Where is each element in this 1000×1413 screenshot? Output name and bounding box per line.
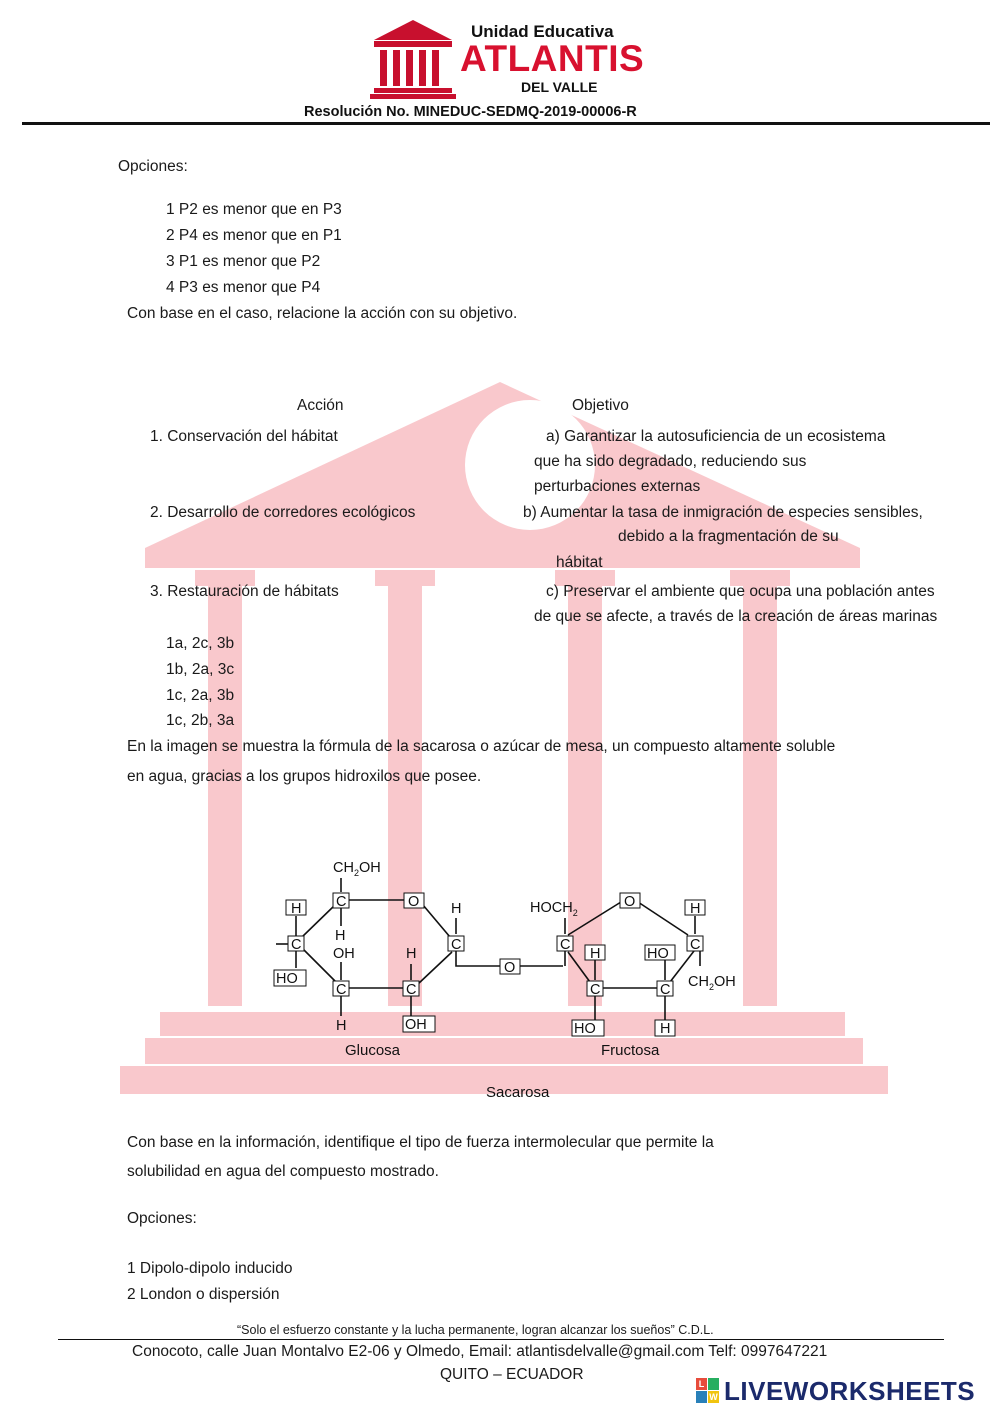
svg-text:C: C <box>590 982 601 998</box>
svg-text:H: H <box>336 1018 347 1034</box>
svg-text:OH: OH <box>405 1017 427 1033</box>
q2-answer-option[interactable]: 1a, 2c, 3b <box>166 635 235 652</box>
footer-rule <box>58 1339 944 1340</box>
q2-objective-line: c) Preservar el ambiente que ocupa una población antes <box>546 583 935 600</box>
liveworksheets-brand: LIVEWORKSHEETS <box>724 1376 976 1406</box>
q2-objective-line: que ha sido degradado, reduciendo sus <box>534 453 807 470</box>
fructose-label: Fructosa <box>601 1042 660 1059</box>
svg-text:C: C <box>660 982 671 998</box>
footer-quote: “Solo el esfuerzo constante y la lucha permanente, logran alcanzar los sueños” C.D.L. <box>237 1323 714 1337</box>
svg-text:H: H <box>291 901 302 917</box>
q1-option[interactable]: 2 P4 es menor que en P1 <box>166 227 342 244</box>
liveworksheets-logo-icon: L W <box>696 1378 720 1404</box>
q2-action: 3. Restauración de hábitats <box>150 583 339 600</box>
q2-objective-line: debido a la fragmentación de su <box>618 528 839 545</box>
q1-option[interactable]: 1 P2 es menor que en P3 <box>166 201 342 218</box>
svg-text:CH2OH: $CH_2OH$ <box>333 860 381 878</box>
svg-text:C: C <box>451 937 462 953</box>
q2-answer-option[interactable]: 1c, 2b, 3a <box>166 712 235 729</box>
q3-option[interactable]: 1 Dipolo-dipolo inducido <box>127 1260 293 1277</box>
q2-answer-option[interactable]: 1c, 2a, 3b <box>166 687 235 704</box>
school-name-line1: Unidad Educativa <box>471 22 614 41</box>
q2-objective-line: hábitat <box>556 554 603 571</box>
svg-text:H: H <box>660 1021 671 1037</box>
svg-text:HO: HO <box>574 1021 596 1037</box>
school-name-brand: ATLANTIS <box>460 38 645 79</box>
svg-text:OH: OH <box>333 946 355 962</box>
q3-options-label: Opciones: <box>127 1210 197 1227</box>
svg-text:C: C <box>406 982 417 998</box>
svg-text:H: H <box>406 946 417 962</box>
q2-action: 2. Desarrollo de corredores ecológicos <box>150 504 416 521</box>
svg-text:CH2OH: $CH_2OH$ <box>688 974 736 992</box>
svg-text:HOCH2: $HOCH_2$ <box>530 900 578 918</box>
svg-text:C: C <box>336 982 347 998</box>
q3-prompt-line: solubilidad en agua del compuesto mostrado. <box>127 1163 439 1180</box>
q2-objective-line: de que se afecte, a través de la creación de áreas marinas <box>534 608 938 625</box>
glucose-label: Glucosa <box>345 1042 401 1059</box>
svg-text:O: O <box>408 894 420 910</box>
svg-text:HO: HO <box>276 971 298 987</box>
svg-text:HO: HO <box>647 946 669 962</box>
atom-label: CH <box>333 860 354 876</box>
svg-text:C: C <box>291 937 302 953</box>
q2-objective-line: a) Garantizar la autosuficiencia de un ecosistema <box>546 428 886 445</box>
svg-text:H: H <box>335 928 346 944</box>
school-name-line3: DEL VALLE <box>521 79 598 95</box>
q2-action: 1. Conservación del hábitat <box>150 428 338 445</box>
footer-address: Conocoto, calle Juan Montalvo E2-06 y Olmedo, Email: atlantisdelvalle@gmail.com Telf: 0997647221 <box>132 1343 828 1360</box>
q3-intro-line: En la imagen se muestra la fórmula de la sacarosa o azúcar de mesa, un compuesto altamente soluble <box>127 738 836 755</box>
svg-text:C: C <box>336 894 347 910</box>
q2-objective-line: perturbaciones externas <box>534 478 701 495</box>
svg-text:C: C <box>690 937 701 953</box>
q1-option[interactable]: 4 P3 es menor que P4 <box>166 279 321 296</box>
svg-text:H: H <box>690 901 701 917</box>
svg-text:C: C <box>560 937 571 953</box>
q2-answer-option[interactable]: 1b, 2a, 3c <box>166 661 235 678</box>
q1-option[interactable]: 3 P1 es menor que P2 <box>166 253 321 270</box>
q3-option[interactable]: 2 London o dispersión <box>127 1286 280 1303</box>
svg-text:O: O <box>504 960 516 976</box>
q2-column-objective: Objetivo <box>572 397 629 414</box>
q3-intro-line: en agua, gracias a los grupos hidroxilos que posee. <box>127 768 482 785</box>
footer-city: QUITO – ECUADOR <box>440 1366 584 1383</box>
resolution-number: Resolución No. MINEDUC-SEDMQ-2019-00006-R <box>304 104 637 120</box>
svg-text:H: H <box>451 901 462 917</box>
q2-column-action: Acción <box>297 397 344 414</box>
q2-prompt: Con base en el caso, relacione la acción con su objetivo. <box>127 305 518 322</box>
svg-text:H: H <box>590 946 601 962</box>
svg-text:O: O <box>624 894 636 910</box>
sucrose-caption: Sacarosa <box>486 1084 550 1101</box>
q3-prompt-line: Con base en la información, identifique el tipo de fuerza intermolecular que permite la <box>127 1134 714 1151</box>
q2-objective-line: b) Aumentar la tasa de inmigración de especies sensibles, <box>523 504 923 521</box>
q1-options-label: Opciones: <box>118 158 188 175</box>
